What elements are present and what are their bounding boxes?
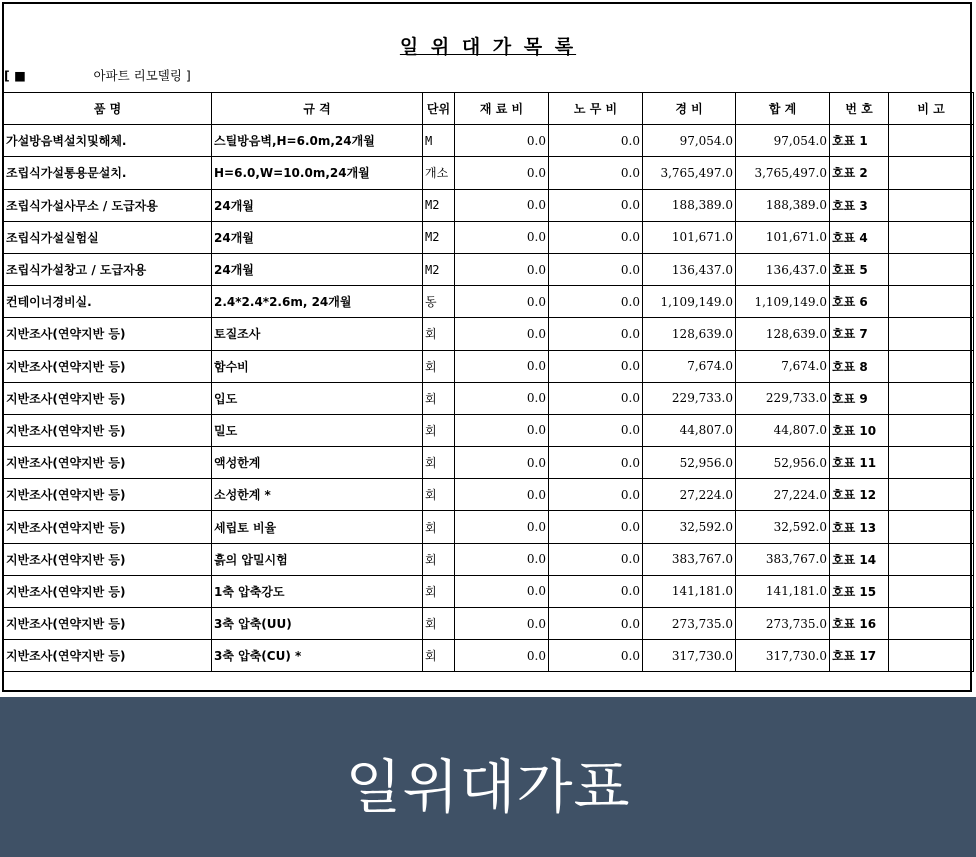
cell-total: 128,639.0 bbox=[736, 318, 830, 350]
table-row bbox=[4, 318, 974, 350]
table-row bbox=[4, 575, 974, 607]
cell-note bbox=[889, 221, 974, 253]
cell-name: 지반조사(연약지반 등) bbox=[4, 511, 212, 543]
cell-total: 101,671.0 bbox=[736, 221, 830, 253]
cell-unit: 회 bbox=[423, 575, 455, 607]
cell-labor: 0.0 bbox=[549, 189, 643, 221]
cell-note bbox=[889, 189, 974, 221]
cell-note bbox=[889, 318, 974, 350]
cell-code: 호표 17 bbox=[830, 640, 889, 672]
cell-spec: 24개월 bbox=[212, 221, 423, 253]
cell-note bbox=[889, 640, 974, 672]
cell-material: 0.0 bbox=[455, 479, 549, 511]
cell-name: 조립식가설창고 / 도급자용 bbox=[4, 253, 212, 285]
cell-unit: 회 bbox=[423, 350, 455, 382]
cell-unit: 회 bbox=[423, 640, 455, 672]
cell-name: 지반조사(연약지반 등) bbox=[4, 575, 212, 607]
cell-code: 호표 10 bbox=[830, 414, 889, 446]
table-row bbox=[4, 125, 974, 157]
cell-unit: M2 bbox=[423, 221, 455, 253]
cell-code: 호표 1 bbox=[830, 125, 889, 157]
cell-code: 호표 6 bbox=[830, 286, 889, 318]
cell-total: 229,733.0 bbox=[736, 382, 830, 414]
cell-code: 호표 15 bbox=[830, 575, 889, 607]
cell-spec: 1축 압축강도 bbox=[212, 575, 423, 607]
cell-spec: 2.4*2.4*2.6m, 24개월 bbox=[212, 286, 423, 318]
cell-note bbox=[889, 608, 974, 640]
table-row bbox=[4, 479, 974, 511]
cell-name: 지반조사(연약지반 등) bbox=[4, 318, 212, 350]
cell-labor: 0.0 bbox=[549, 318, 643, 350]
project-mark: [ ■ bbox=[4, 68, 26, 83]
cell-expense: 273,735.0 bbox=[643, 608, 736, 640]
cell-material: 0.0 bbox=[455, 414, 549, 446]
cell-total: 136,437.0 bbox=[736, 253, 830, 285]
cell-expense: 52,956.0 bbox=[643, 447, 736, 479]
cell-labor: 0.0 bbox=[549, 447, 643, 479]
cell-material: 0.0 bbox=[455, 318, 549, 350]
cell-spec: 흙의 압밀시험 bbox=[212, 543, 423, 575]
cell-material: 0.0 bbox=[455, 382, 549, 414]
cell-total: 141,181.0 bbox=[736, 575, 830, 607]
cell-expense: 141,181.0 bbox=[643, 575, 736, 607]
cell-spec: 3축 압축(CU) * bbox=[212, 640, 423, 672]
cell-note bbox=[889, 253, 974, 285]
cell-code: 호표 14 bbox=[830, 543, 889, 575]
cell-labor: 0.0 bbox=[549, 157, 643, 189]
cell-name: 지반조사(연약지반 등) bbox=[4, 543, 212, 575]
cell-spec: 액성한계 bbox=[212, 447, 423, 479]
cell-spec: 밀도 bbox=[212, 414, 423, 446]
table-row bbox=[4, 189, 974, 221]
cell-unit: 개소 bbox=[423, 157, 455, 189]
unit-price-table bbox=[3, 92, 974, 672]
cell-total: 44,807.0 bbox=[736, 414, 830, 446]
cell-note bbox=[889, 511, 974, 543]
cell-expense: 128,639.0 bbox=[643, 318, 736, 350]
cell-total: 52,956.0 bbox=[736, 447, 830, 479]
cell-unit: 회 bbox=[423, 382, 455, 414]
cell-total: 1,109,149.0 bbox=[736, 286, 830, 318]
cell-labor: 0.0 bbox=[549, 511, 643, 543]
cell-name: 조립식가설통용문설치. bbox=[4, 157, 212, 189]
cell-spec: 토질조사 bbox=[212, 318, 423, 350]
cell-unit: 회 bbox=[423, 479, 455, 511]
cell-name: 조립식가설실험실 bbox=[4, 221, 212, 253]
cell-material: 0.0 bbox=[455, 286, 549, 318]
cell-labor: 0.0 bbox=[549, 575, 643, 607]
cell-material: 0.0 bbox=[455, 253, 549, 285]
cell-expense: 317,730.0 bbox=[643, 640, 736, 672]
cell-unit: 회 bbox=[423, 447, 455, 479]
cell-expense: 97,054.0 bbox=[643, 125, 736, 157]
cell-total: 383,767.0 bbox=[736, 543, 830, 575]
cell-spec: 3축 압축(UU) bbox=[212, 608, 423, 640]
cell-total: 188,389.0 bbox=[736, 189, 830, 221]
document-title: 일 위 대 가 목 록 bbox=[399, 36, 577, 58]
table-row bbox=[4, 253, 974, 285]
header-unit: 단위 bbox=[423, 93, 455, 125]
cell-spec: 입도 bbox=[212, 382, 423, 414]
cell-labor: 0.0 bbox=[549, 253, 643, 285]
cell-labor: 0.0 bbox=[549, 608, 643, 640]
cell-spec: 24개월 bbox=[212, 189, 423, 221]
header-material: 재 료 비 bbox=[455, 93, 549, 125]
cell-note bbox=[889, 543, 974, 575]
cell-note bbox=[889, 125, 974, 157]
cell-spec: 세립토 비율 bbox=[212, 511, 423, 543]
cell-spec: 24개월 bbox=[212, 253, 423, 285]
table-row bbox=[4, 286, 974, 318]
cell-spec: 스틸방음벽,H=6.0m,24개월 bbox=[212, 125, 423, 157]
cell-code: 호표 13 bbox=[830, 511, 889, 543]
cell-note bbox=[889, 350, 974, 382]
project-name: 아파트 리모델링 ] bbox=[93, 68, 191, 83]
cell-total: 27,224.0 bbox=[736, 479, 830, 511]
cell-code: 호표 8 bbox=[830, 350, 889, 382]
table-header-row bbox=[4, 93, 974, 125]
cell-unit: 동 bbox=[423, 286, 455, 318]
header-labor: 노 무 비 bbox=[549, 93, 643, 125]
cell-unit: 회 bbox=[423, 543, 455, 575]
cell-material: 0.0 bbox=[455, 221, 549, 253]
cell-expense: 383,767.0 bbox=[643, 543, 736, 575]
cell-unit: M2 bbox=[423, 189, 455, 221]
cell-material: 0.0 bbox=[455, 447, 549, 479]
cell-labor: 0.0 bbox=[549, 125, 643, 157]
cell-material: 0.0 bbox=[455, 350, 549, 382]
cell-name: 지반조사(연약지반 등) bbox=[4, 382, 212, 414]
cell-unit: 회 bbox=[423, 318, 455, 350]
cell-material: 0.0 bbox=[455, 640, 549, 672]
cell-expense: 1,109,149.0 bbox=[643, 286, 736, 318]
cell-note bbox=[889, 286, 974, 318]
cell-expense: 44,807.0 bbox=[643, 414, 736, 446]
cell-labor: 0.0 bbox=[549, 640, 643, 672]
cell-expense: 3,765,497.0 bbox=[643, 157, 736, 189]
header-spec: 규 격 bbox=[212, 93, 423, 125]
cell-material: 0.0 bbox=[455, 125, 549, 157]
table-row bbox=[4, 382, 974, 414]
cell-note bbox=[889, 157, 974, 189]
cell-expense: 32,592.0 bbox=[643, 511, 736, 543]
header-name: 품 명 bbox=[4, 93, 212, 125]
cell-name: 지반조사(연약지반 등) bbox=[4, 414, 212, 446]
cell-total: 32,592.0 bbox=[736, 511, 830, 543]
cell-unit: M2 bbox=[423, 253, 455, 285]
header-total: 합 계 bbox=[736, 93, 830, 125]
table-row bbox=[4, 511, 974, 543]
cell-code: 호표 16 bbox=[830, 608, 889, 640]
cell-spec: H=6.0,W=10.0m,24개월 bbox=[212, 157, 423, 189]
cell-labor: 0.0 bbox=[549, 286, 643, 318]
cell-expense: 136,437.0 bbox=[643, 253, 736, 285]
cell-labor: 0.0 bbox=[549, 479, 643, 511]
cell-code: 호표 5 bbox=[830, 253, 889, 285]
cell-spec: 소성한계 * bbox=[212, 479, 423, 511]
cell-total: 3,765,497.0 bbox=[736, 157, 830, 189]
table-row bbox=[4, 447, 974, 479]
cell-expense: 101,671.0 bbox=[643, 221, 736, 253]
cell-name: 지반조사(연약지반 등) bbox=[4, 350, 212, 382]
cell-material: 0.0 bbox=[455, 575, 549, 607]
cell-expense: 27,224.0 bbox=[643, 479, 736, 511]
cell-unit: 회 bbox=[423, 414, 455, 446]
cell-unit: 회 bbox=[423, 608, 455, 640]
cell-note bbox=[889, 479, 974, 511]
cell-labor: 0.0 bbox=[549, 221, 643, 253]
banner-caption: 일위대가표 bbox=[345, 753, 631, 821]
cell-expense: 229,733.0 bbox=[643, 382, 736, 414]
table-row bbox=[4, 543, 974, 575]
cell-code: 호표 9 bbox=[830, 382, 889, 414]
cell-note bbox=[889, 575, 974, 607]
cell-labor: 0.0 bbox=[549, 350, 643, 382]
cell-name: 가설방음벽설치및해체. bbox=[4, 125, 212, 157]
table-body bbox=[4, 125, 974, 672]
cell-unit: M bbox=[423, 125, 455, 157]
project-label bbox=[4, 66, 191, 84]
cell-spec: 함수비 bbox=[212, 350, 423, 382]
header-code: 번 호 bbox=[830, 93, 889, 125]
cell-name: 조립식가설사무소 / 도급자용 bbox=[4, 189, 212, 221]
table-row bbox=[4, 221, 974, 253]
cell-name: 지반조사(연약지반 등) bbox=[4, 447, 212, 479]
cell-note bbox=[889, 447, 974, 479]
cell-labor: 0.0 bbox=[549, 414, 643, 446]
cell-labor: 0.0 bbox=[549, 543, 643, 575]
cell-name: 지반조사(연약지반 등) bbox=[4, 479, 212, 511]
cell-total: 97,054.0 bbox=[736, 125, 830, 157]
cell-code: 호표 4 bbox=[830, 221, 889, 253]
cell-name: 컨테이너경비실. bbox=[4, 286, 212, 318]
cell-unit: 회 bbox=[423, 511, 455, 543]
table-row bbox=[4, 157, 974, 189]
cell-note bbox=[889, 414, 974, 446]
cell-material: 0.0 bbox=[455, 189, 549, 221]
cell-name: 지반조사(연약지반 등) bbox=[4, 640, 212, 672]
cell-code: 호표 12 bbox=[830, 479, 889, 511]
header-note: 비 고 bbox=[889, 93, 974, 125]
cell-note bbox=[889, 382, 974, 414]
cell-material: 0.0 bbox=[455, 511, 549, 543]
cell-code: 호표 2 bbox=[830, 157, 889, 189]
cell-labor: 0.0 bbox=[549, 382, 643, 414]
cell-material: 0.0 bbox=[455, 543, 549, 575]
cell-material: 0.0 bbox=[455, 157, 549, 189]
cell-total: 317,730.0 bbox=[736, 640, 830, 672]
table-row bbox=[4, 414, 974, 446]
cell-code: 호표 7 bbox=[830, 318, 889, 350]
cell-material: 0.0 bbox=[455, 608, 549, 640]
cell-code: 호표 11 bbox=[830, 447, 889, 479]
cell-code: 호표 3 bbox=[830, 189, 889, 221]
table-row bbox=[4, 350, 974, 382]
cell-expense: 188,389.0 bbox=[643, 189, 736, 221]
cell-name: 지반조사(연약지반 등) bbox=[4, 608, 212, 640]
table-row bbox=[4, 640, 974, 672]
cell-total: 273,735.0 bbox=[736, 608, 830, 640]
header-expense: 경 비 bbox=[643, 93, 736, 125]
cell-expense: 7,674.0 bbox=[643, 350, 736, 382]
table-row bbox=[4, 608, 974, 640]
cell-total: 7,674.0 bbox=[736, 350, 830, 382]
